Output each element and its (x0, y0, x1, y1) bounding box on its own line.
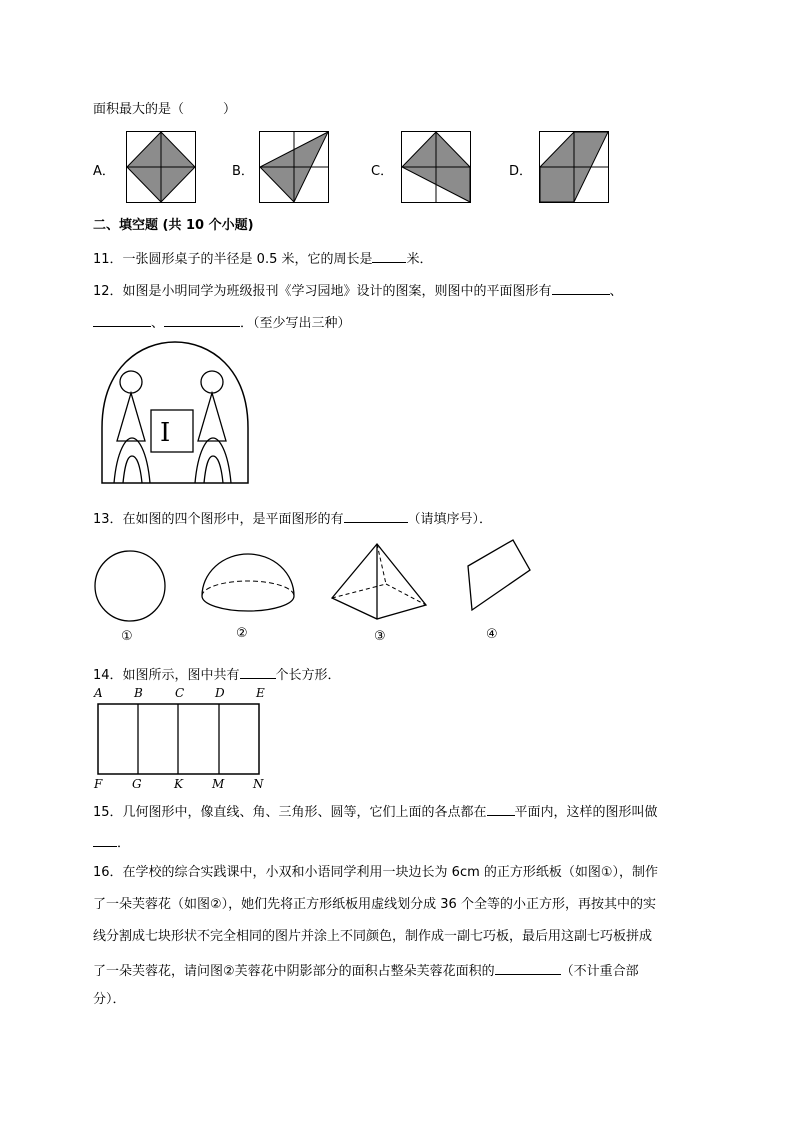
q12-line-2 (93, 312, 351, 333)
q15-tail: ． (117, 836, 131, 851)
q11-text: 11．一张圆形桌子的半径是 0.5 米，它的周长是 (93, 252, 373, 267)
q12-text: 12．如图是小明同学为班级报刊《学习园地》设计的图案，则图中的平面图形有 (93, 284, 552, 299)
q13-label-1: ① (121, 629, 133, 644)
option-d-figure (539, 131, 609, 203)
q11-unit: 米． (406, 252, 433, 267)
q10-question-tail: 面积最大的是（ ） (93, 102, 237, 117)
q12-separator-1: 、 (609, 284, 623, 299)
q14-rectangle-figure (97, 703, 261, 775)
point-e: E (256, 686, 265, 700)
q13-label-4: ④ (486, 627, 498, 642)
q16-line-5: 分）． (93, 992, 126, 1007)
q12-figure (100, 338, 250, 488)
q11-line (93, 248, 433, 269)
q16-text-2: （不计重合部 (560, 964, 639, 979)
section-2-title: 二、填空题 (共 10 个小题) (93, 218, 254, 233)
q16-line-4 (93, 960, 639, 981)
point-d: D (215, 686, 225, 700)
q12-line-1 (93, 280, 623, 301)
option-a-figure (126, 131, 196, 203)
q14-tail: 个长方形． (275, 668, 341, 683)
q16-blank[interactable] (495, 960, 561, 975)
option-b-label: B． (232, 164, 254, 179)
q13-line (93, 508, 492, 529)
q12-blank-3[interactable] (164, 312, 240, 327)
q16-line-1: 16．在学校的综合实践课中，小双和小语同学利用一块边长为 6cm 的正方形纸板（如图①），制作 (93, 865, 659, 880)
q13-pyramid-figure (330, 542, 430, 622)
option-b-figure (259, 131, 329, 203)
q13-label-3: ③ (374, 629, 386, 644)
q15-line-1 (93, 801, 658, 822)
q15-text-2: 平面内，这样的图形叫做 (514, 805, 658, 820)
q14-blank[interactable] (240, 664, 276, 679)
q13-hemisphere-figure (200, 552, 296, 614)
option-c-label: C． (371, 164, 394, 179)
q12-figure-letter: I (160, 418, 171, 448)
q13-circle-figure (94, 550, 166, 622)
q11-blank[interactable] (372, 248, 406, 263)
q13-label-2: ② (236, 626, 248, 641)
q12-tail: ．（至少写出三种） (240, 316, 351, 331)
q14-text: 14．如图所示，图中共有 (93, 668, 240, 683)
point-n: N (253, 777, 264, 791)
q15-blank-1[interactable] (487, 801, 515, 816)
option-a-label: A． (93, 164, 115, 179)
q16-line-3: 线分割成七块形状不完全相同的图片并涂上不同颜色，制作成一副七巧板，最后用这副七巧板拼成 (93, 929, 653, 944)
point-c: C (175, 686, 185, 700)
q16-line-2: 了一朵芙蓉花（如图②），她们先将正方形纸板用虚线划分成 36 个全等的小正方形，再按其中的实 (93, 897, 656, 912)
q13-blank[interactable] (344, 508, 408, 523)
point-k: K (174, 777, 183, 791)
q13-quadrilateral-figure (466, 538, 532, 614)
point-a: A (94, 686, 103, 700)
point-g: G (132, 777, 142, 791)
option-d-label: D． (509, 164, 533, 179)
point-m: M (212, 777, 225, 791)
option-c-figure (401, 131, 471, 203)
q15-blank-2[interactable] (93, 832, 117, 847)
q15-line-2 (93, 832, 130, 853)
q15-text: 15．几何图形中，像直线、角、三角形、圆等，它们上面的各点都在 (93, 805, 487, 820)
point-b: B (134, 686, 143, 700)
q12-blank-2[interactable] (93, 312, 151, 327)
q12-blank-1[interactable] (552, 280, 610, 295)
point-f: F (94, 777, 103, 791)
q14-line (93, 664, 341, 685)
q12-separator-2: 、 (151, 316, 165, 331)
q13-tail: （请填序号）． (407, 512, 493, 527)
q16-text: 了一朵芙蓉花，请问图②芙蓉花中阴影部分的面积占整朵芙蓉花面积的 (93, 964, 495, 979)
q13-text: 13．在如图的四个图形中，是平面图形的有 (93, 512, 344, 527)
